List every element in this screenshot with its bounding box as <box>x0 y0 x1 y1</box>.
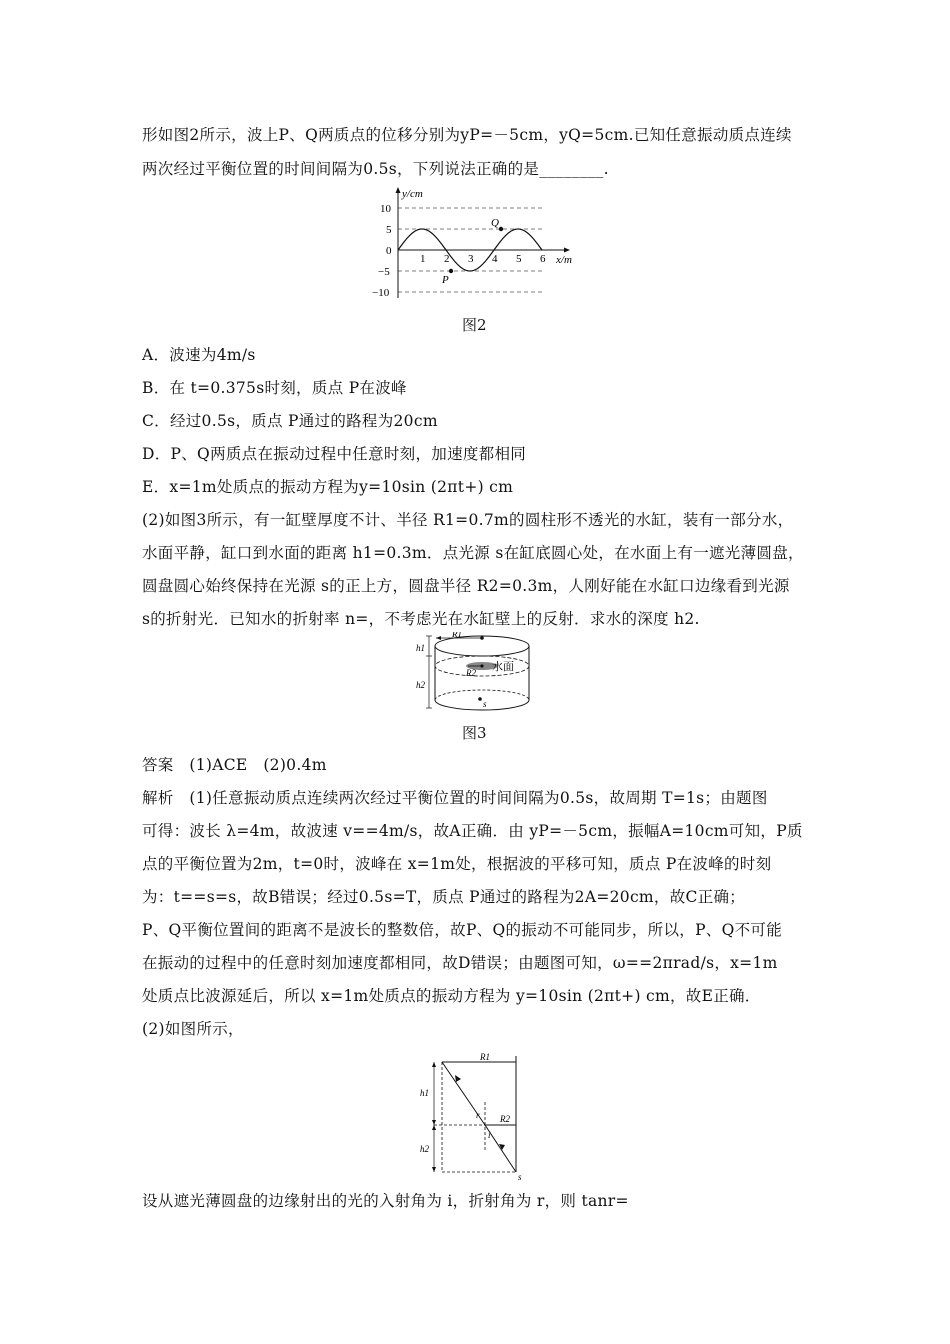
figure-4-refraction-diagram <box>412 1052 538 1184</box>
question-intro-line-2: 两次经过平衡位置的时间间隔为0.5s，下列说法正确的是________. <box>142 160 609 178</box>
ray-label-r1: R1 <box>480 1052 490 1062</box>
x-tick-5: 5 <box>516 253 522 265</box>
y-tick-10: 10 <box>380 203 391 215</box>
point-p <box>449 269 453 273</box>
tank-label-water: 水面 <box>492 661 514 673</box>
analysis-line-8: (2)如图所示， <box>142 1020 244 1038</box>
figure-3-caption: 图3 <box>462 724 487 742</box>
tank-label-r1: R1 <box>452 632 462 639</box>
x-axis-label: x/m <box>556 254 572 266</box>
figure-2-wave-graph <box>360 186 590 302</box>
x-tick-2: 2 <box>444 253 450 265</box>
x-tick-1: 1 <box>420 253 426 265</box>
part2-line-1: (2)如图3所示，有一缸壁厚度不计、半径 R1=0.7m的圆柱形不透光的水缸，装有一部分水， <box>142 511 794 529</box>
analysis-line-6: 在振动的过程中的任意时刻加速度都相同，故D错误；由题图可知，ω==2πrad/s，x=1m <box>142 954 778 972</box>
option-a: A．波速为4m/s <box>142 346 256 364</box>
ray-label-s: s <box>518 1172 522 1182</box>
y-tick-5: 5 <box>386 224 392 236</box>
y-tick-neg5: −5 <box>378 266 390 278</box>
figure-3-water-tank <box>412 632 542 714</box>
option-d: D．P、Q两质点在振动过程中任意时刻，加速度都相同 <box>142 445 527 463</box>
analysis-line-5: P、Q平衡位置间的距离不是波长的整数倍，故P、Q的振动不可能同步，所以，P、Q不可能 <box>142 921 783 939</box>
tank-label-h2: h2 <box>416 680 425 690</box>
ray-label-h1: h1 <box>420 1088 429 1098</box>
y-axis-label: y/cm <box>402 188 423 200</box>
tank-label-r2: R2 <box>466 668 476 678</box>
point-p-label: P <box>442 274 449 286</box>
x-tick-3: 3 <box>468 253 474 265</box>
point-q-label: Q <box>491 217 499 229</box>
analysis-line-1: 解析 (1)任意振动质点连续两次经过平衡位置的时间间隔为0.5s，故周期 T=1s；由题图 <box>142 789 768 807</box>
question-intro-line-1: 形如图2所示，波上P、Q两质点的位移分别为yP=－5cm，yQ=5cm.已知任意振动质点连续 <box>142 126 792 144</box>
ray-label-r2: R2 <box>500 1114 510 1124</box>
part2-line-4: s的折射光．已知水的折射率 n=，不考虑光在水缸壁上的反射．求水的深度 h2. <box>142 610 700 628</box>
ray-label-h2: h2 <box>420 1144 429 1154</box>
y-tick-neg10: −10 <box>372 287 390 299</box>
ray-label-incidence-angle: i <box>488 1130 491 1140</box>
x-tick-4: 4 <box>492 253 498 265</box>
y-tick-0: 0 <box>386 245 392 257</box>
ray-label-refraction-angle: r <box>476 1110 480 1120</box>
part2-line-2: 水面平静，缸口到水面的距离 h1=0.3m．点光源 s在缸底圆心处，在水面上有一遮光薄圆盘， <box>142 544 804 562</box>
light-source <box>478 697 482 701</box>
x-tick-6: 6 <box>540 253 546 265</box>
tank-label-s: s <box>483 699 487 709</box>
option-e: E．x=1m处质点的振动方程为y=10sin (2πt+) cm <box>142 478 514 496</box>
answer-line: 答案 (1)ACE (2)0.4m <box>142 756 327 774</box>
final-line: 设从遮光薄圆盘的边缘射出的光的入射角为 i，折射角为 r，则 tanr= <box>142 1192 629 1210</box>
analysis-line-4: 为：t==s=s，故B错误；经过0.5s=T，质点 P通过的路程为2A=20cm，故C正确； <box>142 888 746 906</box>
option-c: C．经过0.5s，质点 P通过的路程为20cm <box>142 412 438 430</box>
option-b: B．在 t=0.375s时刻，质点 P在波峰 <box>142 379 407 397</box>
figure-2-caption: 图2 <box>462 316 487 334</box>
analysis-line-3: 点的平衡位置为2m，t=0时，波峰在 x=1m处，根据波的平移可知，质点 P在波峰的时刻 <box>142 855 772 873</box>
part2-line-3: 圆盘圆心始终保持在光源 s的正上方，圆盘半径 R2=0.3m，人刚好能在水缸口边缘看到光源 <box>142 577 790 595</box>
point-q <box>499 227 503 231</box>
analysis-line-7: 处质点比波源延后，所以 x=1m处质点的振动方程为 y=10sin (2πt+) cm，故E正确． <box>142 987 761 1005</box>
analysis-line-2: 可得：波长 λ=4m，故波速 v==4m/s，故A正确．由 yP=－5cm，振幅A=10cm可知，P质 <box>142 822 803 840</box>
tank-label-h1: h1 <box>416 643 425 653</box>
